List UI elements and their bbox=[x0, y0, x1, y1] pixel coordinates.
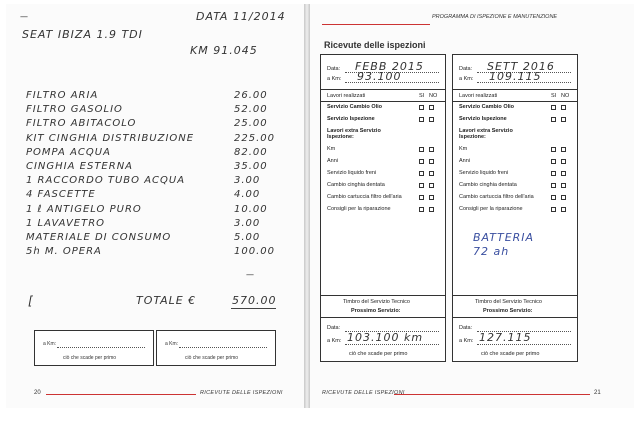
separator bbox=[321, 317, 445, 318]
checkbox-si bbox=[551, 147, 556, 152]
right-page bbox=[310, 4, 634, 408]
part-price: 10.00 bbox=[234, 203, 268, 215]
si-header: SI bbox=[419, 93, 425, 99]
handwritten-note: BATTERIA 72 ah bbox=[473, 231, 535, 258]
row-label: Km bbox=[459, 146, 468, 152]
checkbox-si bbox=[551, 183, 556, 188]
handwritten-km: 109.115 bbox=[489, 70, 542, 83]
checkbox-no bbox=[429, 207, 434, 212]
box-caption: ciò che scade per primo bbox=[481, 351, 540, 357]
checkbox-si bbox=[551, 171, 556, 176]
checkbox-no bbox=[429, 171, 434, 176]
checkbox-no bbox=[561, 105, 566, 110]
next-km-label: a Km: bbox=[327, 338, 342, 344]
checkbox-si bbox=[419, 117, 424, 122]
separator bbox=[321, 295, 445, 296]
page-header: PROGRAMMA DI ISPEZIONE E MANUTENZIONE bbox=[432, 14, 558, 20]
works-header: Lavori realizzati bbox=[327, 93, 366, 99]
separator bbox=[453, 295, 577, 296]
dash-mark: — bbox=[246, 270, 255, 279]
date-label: Data: bbox=[459, 66, 473, 72]
separator bbox=[321, 101, 445, 102]
checkbox-si bbox=[551, 159, 556, 164]
inspection-card-2 bbox=[452, 54, 578, 362]
bracket-mark: [ bbox=[28, 294, 34, 308]
service-label: Servizio Cambio Olio bbox=[327, 104, 383, 110]
checkbox-no bbox=[429, 105, 434, 110]
checkbox-no bbox=[561, 117, 566, 122]
handwritten-car-model: SEAT IBIZA 1.9 TDI bbox=[22, 28, 143, 41]
next-service-box-1 bbox=[34, 330, 154, 366]
part-price: 35.00 bbox=[234, 161, 268, 172]
part-label: 1 RACCORDO TUBO ACQUA bbox=[26, 175, 186, 187]
stamp-label: Timbro del Servizio Tecnico bbox=[343, 299, 410, 305]
handwritten-date: SETT 2016 bbox=[487, 60, 555, 73]
km-dotted-line bbox=[57, 347, 145, 348]
dash-mark: — bbox=[20, 12, 29, 21]
checkbox-no bbox=[429, 117, 434, 122]
box-km-label: a Km: bbox=[43, 341, 57, 347]
part-label: POMPA ACQUA bbox=[26, 146, 111, 158]
checkbox-si bbox=[419, 207, 424, 212]
next-date-label: Data: bbox=[459, 325, 473, 331]
service-label: Servizio Ispezione bbox=[327, 116, 375, 122]
part-price: 26.00 bbox=[234, 90, 268, 101]
part-price: 225.00 bbox=[234, 132, 275, 144]
km-label: a Km: bbox=[327, 76, 342, 82]
checkbox-si bbox=[551, 105, 556, 110]
next-km-dotted-line bbox=[477, 344, 571, 345]
page-footer: RICEVUTE DELLE ISPEZIONI bbox=[322, 390, 405, 396]
checkbox-no bbox=[561, 159, 566, 164]
part-label: KIT CINGHIA DISTRIBUZIONE bbox=[26, 132, 195, 144]
box-caption: ciò che scade per primo bbox=[63, 355, 117, 361]
total-label: TOTALE € bbox=[136, 294, 197, 307]
si-header: SI bbox=[551, 93, 557, 99]
no-header: NO bbox=[429, 93, 438, 99]
part-label: 5h M. OPERA bbox=[26, 246, 102, 258]
page-number: 21 bbox=[594, 390, 601, 396]
part-price: 3.00 bbox=[234, 217, 261, 229]
service-label: Lavori extra Servizio Ispezione: bbox=[327, 128, 381, 140]
footer-rule bbox=[46, 394, 196, 395]
checkbox-si bbox=[419, 147, 424, 152]
total-underline bbox=[231, 308, 276, 309]
next-km-label: a Km: bbox=[459, 338, 474, 344]
row-label: Consigli per la riparazione bbox=[327, 206, 391, 212]
checkbox-si bbox=[419, 183, 424, 188]
part-price: 5.00 bbox=[234, 232, 261, 243]
row-label: Servizio liquido freni bbox=[327, 170, 377, 176]
part-price: 52.00 bbox=[234, 104, 268, 116]
left-page bbox=[6, 4, 305, 408]
checkbox-no bbox=[429, 147, 434, 152]
handwritten-km: KM 91.045 bbox=[190, 44, 258, 57]
separator bbox=[453, 89, 577, 90]
checkbox-no bbox=[561, 171, 566, 176]
part-label: FILTRO ABITACOLO bbox=[26, 118, 137, 130]
handwritten-date: DATA 11/2014 bbox=[196, 10, 286, 23]
row-label: Cambio cartuccia filtro dell'aria bbox=[327, 194, 402, 200]
part-label: MATERIALE DI CONSUMO bbox=[26, 232, 172, 243]
part-label: 4 FASCETTE bbox=[26, 189, 96, 201]
booklet-spread bbox=[6, 4, 634, 408]
checkbox-si bbox=[551, 117, 556, 122]
row-label: Km bbox=[327, 146, 336, 152]
inspection-card-1 bbox=[320, 54, 446, 362]
total-value: 570.00 bbox=[232, 294, 277, 307]
checkbox-si bbox=[419, 171, 424, 176]
row-label: Cambio cinghia dentata bbox=[327, 182, 385, 188]
box-caption: ciò che scade per primo bbox=[349, 351, 408, 357]
part-label: FILTRO GASOLIO bbox=[26, 104, 123, 116]
next-service-label: Prossimo Servizio: bbox=[483, 308, 533, 314]
part-price: 82.00 bbox=[234, 146, 268, 158]
checkbox-si bbox=[551, 207, 556, 212]
box-km-label: a Km: bbox=[165, 341, 179, 347]
part-price: 100.00 bbox=[234, 246, 275, 258]
checkbox-si bbox=[551, 195, 556, 200]
checkbox-si bbox=[419, 195, 424, 200]
km-label: a Km: bbox=[459, 76, 474, 82]
page-number: 20 bbox=[34, 390, 41, 396]
part-label: 1 LAVAVETRO bbox=[26, 217, 106, 229]
page-footer: RICEVUTE DELLE ISPEZIONI bbox=[200, 390, 283, 396]
checkbox-no bbox=[429, 183, 434, 188]
row-label: Anni bbox=[459, 158, 471, 164]
row-label: Cambio cartuccia filtro dell'aria bbox=[459, 194, 534, 200]
stamp-label: Timbro del Servizio Tecnico bbox=[475, 299, 542, 305]
header-rule bbox=[322, 24, 430, 25]
checkbox-no bbox=[561, 207, 566, 212]
works-header: Lavori realizzati bbox=[459, 93, 498, 99]
row-label: Cambio cinghia dentata bbox=[459, 182, 517, 188]
date-label: Data: bbox=[327, 66, 341, 72]
part-price: 4.00 bbox=[234, 189, 261, 201]
page-title: Ricevute delle ispezioni bbox=[324, 40, 426, 50]
km-dotted-line bbox=[179, 347, 267, 348]
separator bbox=[321, 89, 445, 90]
handwritten-next-km: 127.115 bbox=[479, 331, 532, 344]
service-label: Servizio Ispezione bbox=[459, 116, 507, 122]
checkbox-si bbox=[419, 159, 424, 164]
row-label: Consigli per la riparazione bbox=[459, 206, 523, 212]
checkbox-no bbox=[561, 195, 566, 200]
checkbox-no bbox=[429, 159, 434, 164]
checkbox-no bbox=[429, 195, 434, 200]
box-caption: ciò che scade per primo bbox=[185, 355, 239, 361]
separator bbox=[453, 101, 577, 102]
part-label: 1 ℓ ANTIGELO PURO bbox=[26, 203, 142, 215]
part-label: CINGHIA ESTERNA bbox=[26, 161, 134, 172]
handwritten-km: 93.100 bbox=[357, 70, 402, 83]
next-date-label: Data: bbox=[327, 325, 341, 331]
row-label: Anni bbox=[327, 158, 339, 164]
row-label: Servizio liquido freni bbox=[459, 170, 509, 176]
part-price: 25.00 bbox=[234, 118, 268, 130]
service-label: Lavori extra Servizio Ispezione: bbox=[459, 128, 513, 140]
separator bbox=[453, 317, 577, 318]
next-service-box-2 bbox=[156, 330, 276, 366]
part-label: FILTRO ARIA bbox=[26, 90, 99, 101]
next-km-dotted-line bbox=[345, 344, 439, 345]
footer-rule bbox=[394, 394, 590, 395]
part-price: 3.00 bbox=[234, 175, 261, 187]
next-service-label: Prossimo Servizio: bbox=[351, 308, 401, 314]
handwritten-date: FEBB 2015 bbox=[355, 60, 424, 73]
handwritten-next-km: 103.100 km bbox=[347, 331, 424, 344]
no-header: NO bbox=[561, 93, 570, 99]
service-label: Servizio Cambio Olio bbox=[459, 104, 515, 110]
checkbox-no bbox=[561, 183, 566, 188]
checkbox-no bbox=[561, 147, 566, 152]
checkbox-si bbox=[419, 105, 424, 110]
